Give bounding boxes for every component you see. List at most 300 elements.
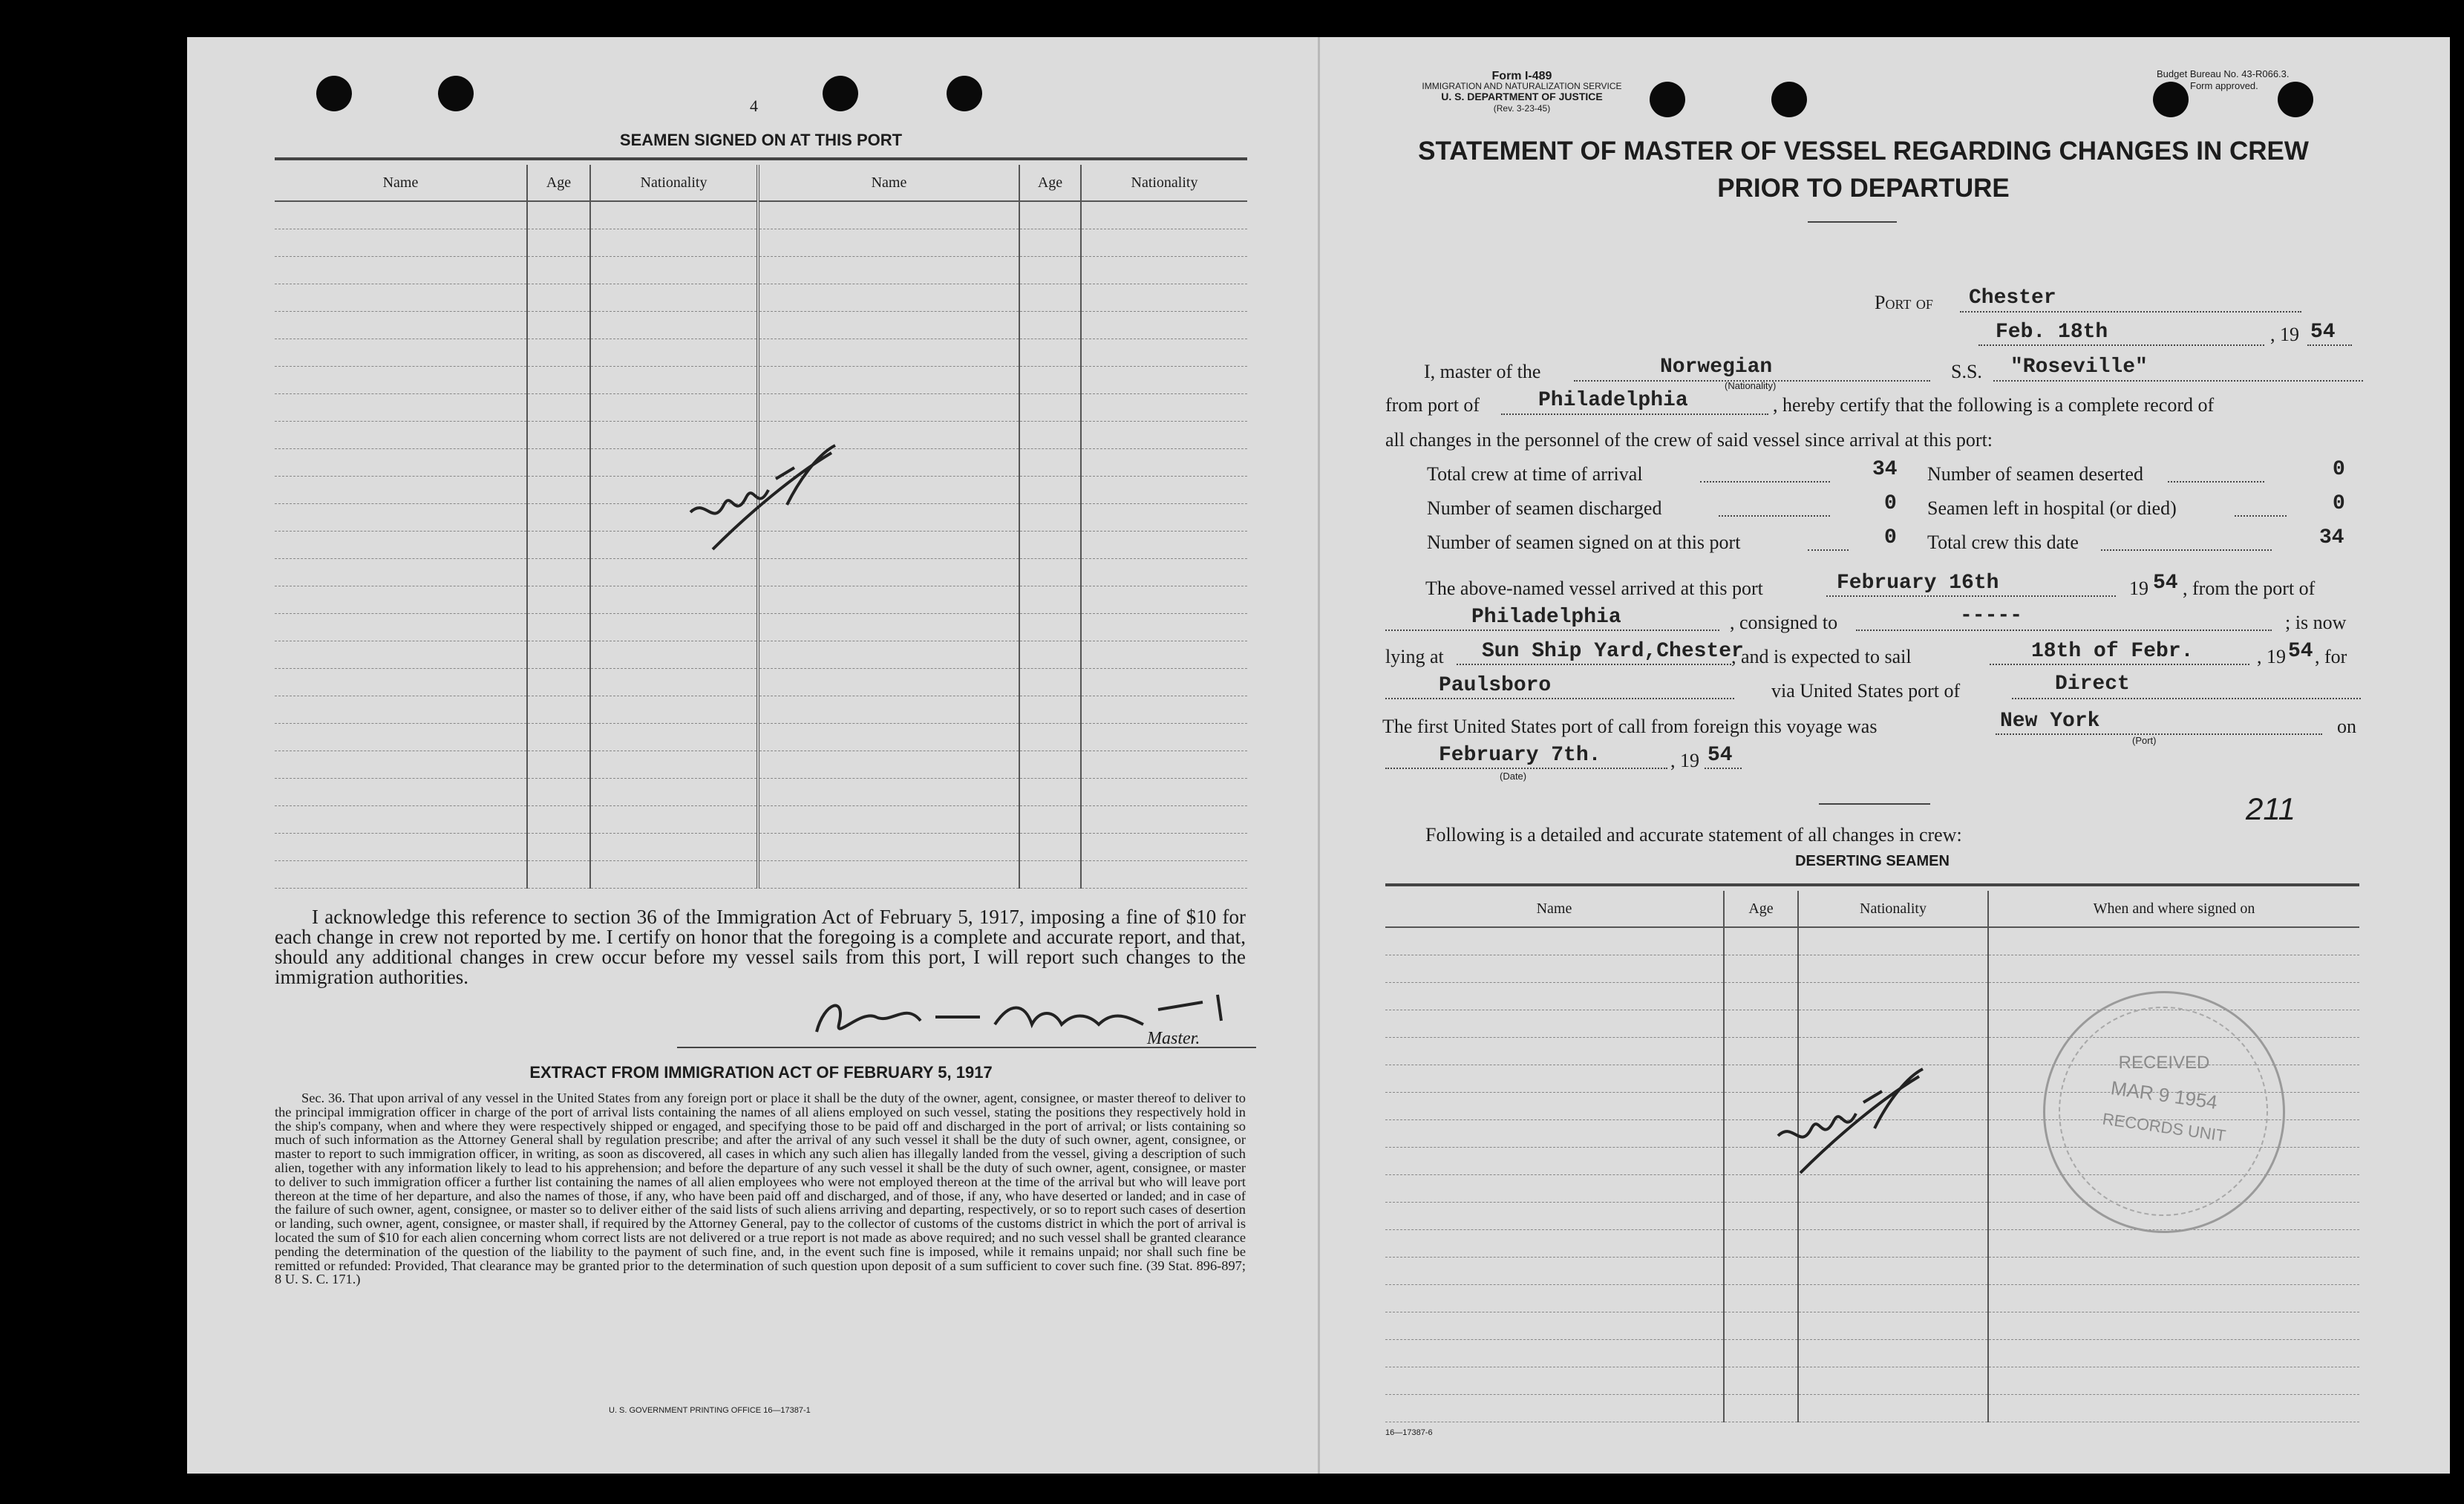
- table-cell: [527, 779, 590, 806]
- table-cell: [527, 614, 590, 641]
- table-cell: [1724, 1340, 1798, 1367]
- table-cell: [527, 229, 590, 257]
- column-header: Name: [275, 165, 527, 201]
- table-cell: [275, 669, 527, 696]
- port-line: [1960, 311, 2301, 313]
- table-cell: [1081, 422, 1247, 449]
- first-port-value: New York: [2000, 710, 2100, 733]
- leader-dots: [1808, 549, 1849, 551]
- stamp-date: MAR 9 1954: [2109, 1076, 2219, 1114]
- table-cell: [1988, 1340, 2359, 1367]
- table-cell: [758, 861, 1019, 889]
- page-fold: [1318, 37, 1320, 1474]
- table-row: [275, 229, 1247, 257]
- table-cell: [1385, 1065, 1724, 1093]
- first-date-line: [1385, 768, 1667, 769]
- table-cell: [758, 641, 1019, 669]
- punch-hole: [2278, 82, 2313, 117]
- table-cell: [1798, 1203, 1988, 1230]
- table-title: SEAMEN SIGNED ON AT THIS PORT: [619, 131, 903, 149]
- table-cell: [1019, 751, 1081, 779]
- table-cell: [1385, 1175, 1724, 1203]
- port-caption: (Port): [2132, 735, 2157, 746]
- hospital-label: Seamen left in hospital (or died): [1927, 497, 2177, 519]
- column-header: Age: [1724, 891, 1798, 927]
- table-cell: [1019, 614, 1081, 641]
- table-row: [275, 257, 1247, 284]
- total-crew-arrival: 34: [1872, 458, 1898, 481]
- lying-label: lying at: [1385, 646, 1444, 667]
- arrived-date-line: [1826, 595, 2116, 597]
- table-cell: [758, 257, 1019, 284]
- hospital-count: 0: [2333, 492, 2345, 515]
- table-cell: [1019, 779, 1081, 806]
- table-cell: [275, 367, 527, 394]
- master-of-label: I, master of the: [1424, 361, 1541, 382]
- leader-dots: [1719, 515, 1830, 517]
- for-label: , for: [2315, 646, 2347, 667]
- table-row: [275, 339, 1247, 367]
- first-port-line: [1996, 733, 2322, 735]
- extract-title: EXTRACT FROM IMMIGRATION ACT OF FEBRUARY 5, 1917: [529, 1063, 993, 1082]
- via-line: [2012, 698, 2361, 699]
- lying-line: [1457, 664, 1731, 665]
- table-cell: [275, 586, 527, 614]
- signed-on-label: Number of seamen signed on at this port: [1427, 532, 1741, 553]
- table-cell: [275, 201, 527, 229]
- consigned-line: [1856, 630, 2272, 631]
- table-cell: [275, 806, 527, 834]
- table-cell: [1019, 284, 1081, 312]
- column-header: Age: [527, 165, 590, 201]
- leader-dots: [2235, 515, 2287, 517]
- table-row: [275, 834, 1247, 861]
- table-cell: [590, 669, 758, 696]
- arrived-date: February 16th: [1837, 572, 1999, 595]
- title-underline: [1808, 221, 1897, 223]
- table-cell: [758, 284, 1019, 312]
- table-row: [275, 367, 1247, 394]
- table-cell: [1798, 1010, 1988, 1038]
- table-cell: [1385, 1285, 1724, 1312]
- table-cell: [1081, 559, 1247, 586]
- table-cell: [590, 229, 758, 257]
- table-cell: [590, 806, 758, 834]
- table-cell: [590, 724, 758, 751]
- first-year-line: [1705, 768, 1742, 769]
- table-cell: [1019, 257, 1081, 284]
- total-crew-date-label: Total crew this date: [1927, 532, 2079, 553]
- table-row: [275, 284, 1247, 312]
- table-cell: [590, 284, 758, 312]
- total-crew-date: 34: [2319, 526, 2344, 549]
- table-cell: [1019, 641, 1081, 669]
- table-cell: [758, 834, 1019, 861]
- table-cell: [758, 367, 1019, 394]
- via-label: via United States port of: [1771, 680, 1961, 702]
- table-cell: [590, 257, 758, 284]
- department-name: U. S. DEPARTMENT OF JUSTICE: [1441, 91, 1603, 102]
- sail-year: 54: [2288, 640, 2313, 663]
- column-header: Name: [758, 165, 1019, 201]
- table-cell: [1081, 312, 1247, 339]
- table-cell: [590, 861, 758, 889]
- table-cell: [590, 339, 758, 367]
- table-cell: [1988, 1258, 2359, 1285]
- ship-line: [1993, 380, 2363, 382]
- form-approved: Form approved.: [2190, 80, 2258, 91]
- table-cell: [1798, 1395, 1988, 1422]
- table-cell: [1724, 1203, 1798, 1230]
- table-cell: [1019, 532, 1081, 559]
- column-header: Age: [1019, 165, 1081, 201]
- via-value: Direct: [2055, 673, 2130, 696]
- table-cell: [1081, 779, 1247, 806]
- on-label: on: [2337, 716, 2356, 737]
- table-cell: [1081, 834, 1247, 861]
- table-row: [1385, 1230, 2359, 1258]
- table-row: [275, 641, 1247, 669]
- table-cell: [275, 257, 527, 284]
- table-cell: [1724, 927, 1798, 955]
- table-cell: [1798, 927, 1988, 955]
- certify-text-2: all changes in the personnel of the crew of said vessel since arrival at this port:: [1385, 429, 1993, 451]
- table-cell: [1081, 586, 1247, 614]
- table-cell: [1019, 504, 1081, 532]
- table-row: [1385, 1258, 2359, 1285]
- table-cell: [275, 834, 527, 861]
- table-cell: [275, 477, 527, 504]
- table-cell: [1081, 477, 1247, 504]
- table-row: [1385, 1367, 2359, 1395]
- deserting-title: DESERTING SEAMEN: [1795, 853, 1950, 869]
- table-cell: [275, 696, 527, 724]
- table-cell: [1988, 1395, 2359, 1422]
- table-cell: [527, 669, 590, 696]
- table-cell: [275, 449, 527, 477]
- sail-date-line: [1990, 664, 2249, 665]
- table-cell: [1019, 669, 1081, 696]
- table-top-rule: [275, 157, 1247, 160]
- table-cell: [1385, 1395, 1724, 1422]
- nationality-value: Norwegian: [1660, 356, 1773, 379]
- table-cell: [527, 201, 590, 229]
- handwritten-check-mark: [1771, 1039, 1934, 1188]
- table-cell: [590, 367, 758, 394]
- received-stamp: [2043, 991, 2285, 1233]
- table-cell: [1019, 696, 1081, 724]
- table-cell: [275, 779, 527, 806]
- section-rule: [1819, 803, 1930, 805]
- table-header-row: [275, 165, 1247, 201]
- consigned-label: , consigned to: [1730, 612, 1838, 633]
- consigned-value: -----: [1960, 604, 2023, 627]
- stamp-received-text: RECEIVED: [2118, 1053, 2210, 1073]
- table-cell: [1385, 1312, 1724, 1340]
- table-cell: [1988, 927, 2359, 955]
- table-cell: [1385, 927, 1724, 955]
- table-cell: [1081, 696, 1247, 724]
- from-port-line: [1501, 413, 1768, 415]
- table-cell: [527, 504, 590, 532]
- master-label: Master.: [1147, 1029, 1200, 1048]
- table-cell: [590, 751, 758, 779]
- port-value: Chester: [1969, 287, 2056, 310]
- table-cell: [1385, 1038, 1724, 1065]
- table-cell: [1081, 751, 1247, 779]
- table-cell: [527, 339, 590, 367]
- table-cell: [527, 532, 590, 559]
- table-cell: [1385, 983, 1724, 1010]
- table-cell: [1019, 724, 1081, 751]
- table-cell: [1988, 1312, 2359, 1340]
- table-cell: [1988, 955, 2359, 983]
- table-cell: [1081, 367, 1247, 394]
- table-row: [275, 586, 1247, 614]
- table-row: [275, 696, 1247, 724]
- table-cell: [527, 257, 590, 284]
- stamp-unit-text: RECORDS UNIT: [2101, 1109, 2227, 1145]
- table-cell: [1081, 504, 1247, 532]
- table-cell: [275, 284, 527, 312]
- table-cell: [527, 312, 590, 339]
- table-row: [275, 614, 1247, 641]
- acknowledgment-text: I acknowledge this reference to section 36 of the Immigration Act of February 5, 1917, imposing a fine of $10 for each change in crew not reported by me. I certify on honor that the foregoing is a complete and accurate report, and that, should any additional changes in crew occur before my vessel sails from this port, I will report such changes to the immigration authorities.: [275, 906, 1246, 988]
- table-cell: [1988, 1230, 2359, 1258]
- first-date: February 7th.: [1439, 744, 1601, 767]
- date-line: [1978, 344, 2264, 346]
- table-cell: [275, 724, 527, 751]
- table-cell: [758, 201, 1019, 229]
- footer-code: 16—17387-6: [1385, 1428, 1433, 1437]
- table-row: [275, 724, 1247, 751]
- table-cell: [1081, 861, 1247, 889]
- table-cell: [590, 779, 758, 806]
- table-cell: [1724, 983, 1798, 1010]
- year-line: [2307, 344, 2352, 346]
- table-row: [1385, 1395, 2359, 1422]
- table-cell: [275, 751, 527, 779]
- table-cell: [1019, 367, 1081, 394]
- table-cell: [590, 641, 758, 669]
- table-cell: [527, 422, 590, 449]
- table-cell: [1019, 559, 1081, 586]
- table-cell: [1798, 1312, 1988, 1340]
- table-cell: [275, 532, 527, 559]
- leader-dots: [2101, 549, 2272, 551]
- leader-dots: [2168, 481, 2264, 483]
- table-cell: [1385, 1340, 1724, 1367]
- table-cell: [1081, 449, 1247, 477]
- table-cell: [1081, 339, 1247, 367]
- table-row: [1385, 1285, 2359, 1312]
- table-cell: [758, 751, 1019, 779]
- form-title-line1: STATEMENT OF MASTER OF VESSEL REGARDING CHANGES IN CREW: [1418, 137, 2309, 166]
- table-cell: [527, 586, 590, 614]
- table-cell: [1385, 1010, 1724, 1038]
- table-cell: [1385, 1258, 1724, 1285]
- following-text: Following is a detailed and accurate statement of all changes in crew:: [1425, 824, 1962, 846]
- table-cell: [1724, 1230, 1798, 1258]
- table-row: [1385, 955, 2359, 983]
- table-cell: [275, 641, 527, 669]
- form-id: Form I-489: [1491, 70, 1552, 82]
- column-header: Nationality: [590, 165, 758, 201]
- nationality-caption: (Nationality): [1725, 380, 1777, 391]
- table-cell: [1019, 806, 1081, 834]
- column-header: Nationality: [1081, 165, 1247, 201]
- column-header: When and where signed on: [1988, 891, 2359, 927]
- table-cell: [758, 724, 1019, 751]
- table-cell: [527, 559, 590, 586]
- table-cell: [275, 559, 527, 586]
- table-row: [275, 201, 1247, 229]
- leader-dots: [1700, 481, 1830, 483]
- sail-year-prefix: , 19: [2257, 646, 2286, 667]
- record-number: 211: [2246, 791, 2295, 826]
- table-cell: [527, 284, 590, 312]
- deserting-top-rule: [1385, 883, 2359, 886]
- table-cell: [1724, 1010, 1798, 1038]
- table-cell: [527, 834, 590, 861]
- table-cell: [1019, 201, 1081, 229]
- table-cell: [527, 394, 590, 422]
- table-cell: [1385, 1148, 1724, 1175]
- from-port-value: Philadelphia: [1538, 389, 1688, 412]
- column-header: Nationality: [1798, 891, 1988, 927]
- table-cell: [527, 477, 590, 504]
- punch-hole: [438, 76, 474, 111]
- table-cell: [1798, 1258, 1988, 1285]
- table-row: [275, 751, 1247, 779]
- table-cell: [527, 751, 590, 779]
- table-cell: [275, 394, 527, 422]
- budget-bureau-number: Budget Bureau No. 43-R066.3.: [2157, 68, 2290, 79]
- table-cell: [275, 312, 527, 339]
- table-row: [1385, 1312, 2359, 1340]
- arrived-from: Philadelphia: [1471, 606, 1621, 629]
- table-cell: [527, 861, 590, 889]
- table-cell: [1724, 1312, 1798, 1340]
- table-cell: [1081, 806, 1247, 834]
- table-cell: [1798, 1285, 1988, 1312]
- table-cell: [1988, 1367, 2359, 1395]
- table-cell: [758, 614, 1019, 641]
- table-cell: [1019, 339, 1081, 367]
- table-cell: [1019, 422, 1081, 449]
- table-header-row: [1385, 891, 2359, 927]
- table-cell: [758, 229, 1019, 257]
- table-cell: [1019, 394, 1081, 422]
- table-cell: [1385, 1203, 1724, 1230]
- table-cell: [1798, 1230, 1988, 1258]
- table-cell: [590, 586, 758, 614]
- port-label: Port of: [1875, 292, 1933, 313]
- table-cell: [590, 696, 758, 724]
- table-cell: [1385, 955, 1724, 983]
- table-cell: [1081, 724, 1247, 751]
- table-row: [1385, 927, 2359, 955]
- extract-text: Sec. 36. That upon arrival of any vessel in the United States from any foreign port or place it shall be the duty of the owner, agent, consignee, or master thereof to deliver to the principal immigration officer in charge of the port of arrival lists containing the names of all aliens employed on such vessel, stating the positions they respectively hold in the ship's company, when and where they were respectively shipped or engaged, and specifying those to be paid off and discharged in the port of arrival; or lists containing so much of such information as the Attorney General shall by regulation prescribe; and after the arrival of any such vessel it shall be the duty of such owner, agent, consignee, or master to report to such immigration officer, in writing, as soon as discovered, all cases in which any such alien has illegally landed from the vessel, giving a description of such alien, together with any information likely to lead to his apprehension; and before the departure of any such vessel it shall be the duty of such owner, agent, consignee, or master to deliver to such immigration officer a further list containing the names of all alien employees who were not employed thereon at the time of the arrival but who will leave port thereon at the time of her departure, and also the names of those, if any, who have been paid off and discharged, and of those, if any, who have deserted or landed; and in case of the failure of such owner, agent, consignee, or master so to deliver either of the said lists of such aliens arriving and departing, respectively, or so to report such cases of desertion or landing, such owner, agent, consignee, or master shall, if required by the Attorney General, pay to the collector of customs of the customs district in which the port of arrival is located the sum of $10 for each alien concerning whom correct lists are not delivered or a true report is not made as above required; and no such vessel shall be granted clearance pending the determination of the question of the liability to the payment of such fine, and, in the event such fine is imposed, while it remains unpaid; nor shall such fine be remitted or refunded: Provided, That clearance may be granted prior to the determination of such question upon deposit of a sum sufficient to cover such fine. (39 Stat. 896-897; 8 U. S. C. 171.): [275, 1091, 1246, 1287]
- table-cell: [1798, 1340, 1988, 1367]
- table-cell: [1019, 449, 1081, 477]
- table-cell: [275, 422, 527, 449]
- table-cell: [1988, 1285, 2359, 1312]
- table-cell: [1081, 669, 1247, 696]
- arrived-year-prefix: 19: [2129, 578, 2148, 599]
- table-cell: [1385, 1367, 1724, 1395]
- arrived-label: The above-named vessel arrived at this port: [1425, 578, 1763, 599]
- table-cell: [275, 504, 527, 532]
- arrived-from-line: [1385, 630, 1719, 631]
- table-cell: [1081, 201, 1247, 229]
- table-cell: [1081, 641, 1247, 669]
- table-cell: [527, 449, 590, 477]
- table-cell: [1081, 532, 1247, 559]
- table-cell: [758, 696, 1019, 724]
- table-row: [275, 861, 1247, 889]
- table-cell: [1019, 312, 1081, 339]
- first-port-label: The first United States port of call from foreign this voyage was: [1382, 716, 1878, 737]
- table-cell: [758, 806, 1019, 834]
- discharged-count: 0: [1884, 492, 1897, 515]
- punch-hole: [947, 76, 982, 111]
- punch-hole: [2153, 82, 2189, 117]
- table-row: [275, 669, 1247, 696]
- date-caption: (Date): [1500, 771, 1527, 782]
- table-cell: [590, 614, 758, 641]
- table-cell: [1385, 1120, 1724, 1148]
- table-cell: [590, 312, 758, 339]
- table-row: [275, 806, 1247, 834]
- ship-name: "Roseville": [2010, 356, 2148, 379]
- table-cell: [1019, 477, 1081, 504]
- arrived-year: 54: [2153, 572, 2178, 595]
- table-cell: [1019, 229, 1081, 257]
- handwritten-check-mark: [683, 416, 846, 564]
- sail-date: 18th of Febr.: [2031, 640, 2194, 663]
- signed-on-count: 0: [1884, 526, 1897, 549]
- printer-imprint: U. S. GOVERNMENT PRINTING OFFICE 16—17387-1: [609, 1406, 811, 1415]
- table-cell: [1081, 394, 1247, 422]
- first-year: 54: [1708, 744, 1733, 767]
- table-cell: [1385, 1093, 1724, 1120]
- table-cell: [1019, 834, 1081, 861]
- table-cell: [1798, 1367, 1988, 1395]
- table-cell: [1724, 1258, 1798, 1285]
- table-cell: [527, 641, 590, 669]
- punch-hole: [823, 76, 858, 111]
- is-now-label: ; is now: [2285, 612, 2347, 633]
- table-cell: [1019, 586, 1081, 614]
- date-value: Feb. 18th: [1996, 321, 2108, 344]
- table-cell: [758, 312, 1019, 339]
- table-cell: [1724, 955, 1798, 983]
- lying-value: Sun Ship Yard,Chester: [1482, 640, 1744, 663]
- certify-text: , hereby certify that the following is a complete record of: [1773, 394, 2215, 416]
- table-cell: [758, 669, 1019, 696]
- from-port-label: from port of: [1385, 394, 1480, 416]
- agency-name: IMMIGRATION AND NATURALIZATION SERVICE: [1422, 81, 1622, 91]
- table-cell: [758, 586, 1019, 614]
- punch-hole: [1771, 82, 1807, 117]
- table-cell: [1798, 955, 1988, 983]
- table-cell: [1724, 1285, 1798, 1312]
- table-cell: [590, 834, 758, 861]
- page-number: 4: [750, 97, 758, 115]
- table-cell: [527, 724, 590, 751]
- ss-label: S.S.: [1951, 361, 1982, 382]
